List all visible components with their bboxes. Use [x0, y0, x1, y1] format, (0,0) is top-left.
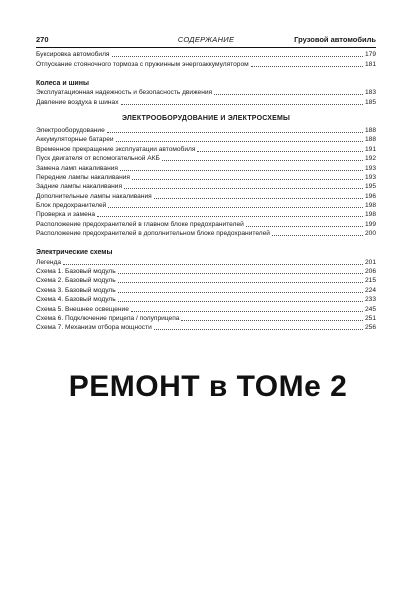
toc-entry-title: Отпускание стояночного тормоза с пружинным энергоаккумулятором	[36, 60, 249, 68]
toc-entry-title: Пуск двигателя от вспомогательной АКБ	[36, 155, 160, 163]
toc-group-wheels	[36, 79, 376, 107]
toc-entry	[36, 219, 376, 228]
toc-entry-page: 196	[364, 192, 376, 200]
table-of-contents	[36, 47, 376, 332]
leader-dots	[118, 281, 363, 283]
running-header	[36, 34, 376, 48]
page-number: 270	[36, 35, 49, 44]
leader-dots	[246, 225, 363, 227]
toc-entry	[36, 144, 376, 153]
leader-dots	[131, 310, 363, 312]
toc-entry	[36, 229, 376, 238]
leader-dots	[118, 300, 363, 302]
leader-dots	[121, 103, 363, 105]
toc-entry	[36, 50, 376, 59]
toc-entry	[36, 163, 376, 172]
leader-dots	[107, 131, 363, 133]
toc-entry-title: Блок предохранителей	[36, 202, 107, 210]
toc-entry	[36, 173, 376, 182]
leader-dots	[118, 272, 363, 274]
toc-entry-page: 251	[364, 314, 376, 322]
leader-dots	[97, 215, 363, 217]
toc-subheading: Электрические схемы	[36, 249, 113, 257]
toc-entry	[36, 210, 376, 219]
toc-entry-page: 201	[364, 258, 376, 266]
toc-entry-title: Задние лампы накаливания	[36, 183, 123, 191]
toc-entry-title: Схема 4. Базовый модуль	[36, 296, 116, 304]
toc-entry-page: 198	[364, 202, 376, 210]
toc-entry-page: 188	[364, 126, 376, 134]
toc-entry-title: Расположение предохранителей в главном блоке предохранителей	[36, 220, 244, 228]
toc-entry-title: Давление воздуха в шинах	[36, 98, 119, 106]
book-title: Грузовой автомобиль	[294, 35, 376, 44]
toc-entry-page: 191	[364, 145, 376, 153]
toc-entry-title: Передние лампы накаливания	[36, 173, 130, 181]
leader-dots	[214, 93, 363, 95]
toc-entry-page: 199	[364, 220, 376, 228]
toc-entry-page: 245	[364, 305, 376, 313]
toc-entry-page: 193	[364, 164, 376, 172]
toc-entry	[36, 276, 376, 285]
toc-entry-page: 188	[364, 136, 376, 144]
leader-dots	[124, 187, 363, 189]
leader-dots	[63, 263, 363, 265]
toc-entry-page: 179	[364, 51, 376, 59]
toc-entry-page: 185	[364, 98, 376, 106]
toc-entry	[36, 59, 376, 68]
leader-dots	[272, 234, 363, 236]
leader-dots	[116, 140, 363, 142]
toc-entry-title: Электрооборудование	[36, 126, 105, 134]
toc-entry-title: Дополнительные лампы накаливания	[36, 192, 152, 200]
toc-entry	[36, 97, 376, 106]
section-title: СОДЕРЖАНИЕ	[177, 35, 235, 44]
toc-entry-title: Схема 2. Базовый модуль	[36, 277, 116, 285]
leader-dots	[251, 65, 363, 67]
leader-dots	[120, 169, 363, 171]
toc-entry	[36, 314, 376, 323]
leader-dots	[181, 319, 363, 321]
toc-entry	[36, 201, 376, 210]
toc-entry-title: Схема 5. Внешнее освещение	[36, 305, 129, 313]
toc-group-electrical	[36, 114, 376, 239]
toc-entry	[36, 191, 376, 200]
toc-entry-page: 224	[364, 286, 376, 294]
toc-entry-page: 192	[364, 155, 376, 163]
toc-entry-page: 215	[364, 277, 376, 285]
toc-entry-title: Аккумуляторные батареи	[36, 136, 114, 144]
toc-entry	[36, 257, 376, 266]
leader-dots	[118, 291, 363, 293]
toc-entry-title: Замена ламп накаливания	[36, 164, 118, 172]
toc-entry-page: 256	[364, 324, 376, 332]
toc-group-schematics	[36, 248, 376, 332]
toc-entry-title: Схема 6. Подключение прицепа / полуприцепа	[36, 314, 180, 322]
toc-entry	[36, 323, 376, 332]
toc-entry-title: Буксировка автомобиля	[36, 51, 110, 59]
toc-entry-page: 198	[364, 211, 376, 219]
toc-entry-title: Схема 1. Базовый модуль	[36, 268, 116, 276]
toc-entry-page: 200	[364, 230, 376, 238]
leader-dots	[108, 206, 363, 208]
leader-dots	[162, 159, 363, 161]
toc-entry	[36, 135, 376, 144]
toc-entry-page: 193	[364, 173, 376, 181]
toc-entry-title: Эксплуатационная надежность и безопасность движения	[36, 89, 213, 97]
toc-entry	[36, 154, 376, 163]
volume-notice: РЕМОНТ в ТОМе 2	[68, 370, 348, 403]
leader-dots	[154, 328, 363, 330]
leader-dots	[197, 150, 363, 152]
toc-group-towing	[36, 50, 376, 69]
leader-dots	[132, 178, 363, 180]
toc-entry-page: 206	[364, 268, 376, 276]
toc-chapter-heading: ЭЛЕКТРООБОРУДОВАНИЕ И ЭЛЕКТРОСХЕМЫ	[121, 114, 291, 122]
toc-entry-page: 183	[364, 89, 376, 97]
toc-entry	[36, 182, 376, 191]
toc-entry-title: Легенда	[36, 258, 62, 266]
leader-dots	[154, 197, 363, 199]
toc-entry-title: Временное прекращение эксплуатации автомобиля	[36, 145, 196, 153]
toc-subheading: Колеса и шины	[36, 79, 89, 87]
toc-entry-title: Схема 7. Механизм отбора мощности	[36, 324, 152, 332]
toc-entry	[36, 285, 376, 294]
toc-entry-title: Расположение предохранителей в дополнительном блоке предохранителей	[36, 230, 270, 238]
toc-entry-title: Схема 3. Базовый модуль	[36, 286, 116, 294]
leader-dots	[112, 55, 363, 57]
toc-entry	[36, 267, 376, 276]
toc-entry	[36, 295, 376, 304]
toc-entry-page: 195	[364, 183, 376, 191]
toc-entry	[36, 88, 376, 97]
toc-entry	[36, 304, 376, 313]
toc-entry-page: 181	[364, 60, 376, 68]
toc-entry-title: Проверка и замена	[36, 211, 96, 219]
toc-entry	[36, 126, 376, 135]
toc-entry-page: 233	[364, 296, 376, 304]
